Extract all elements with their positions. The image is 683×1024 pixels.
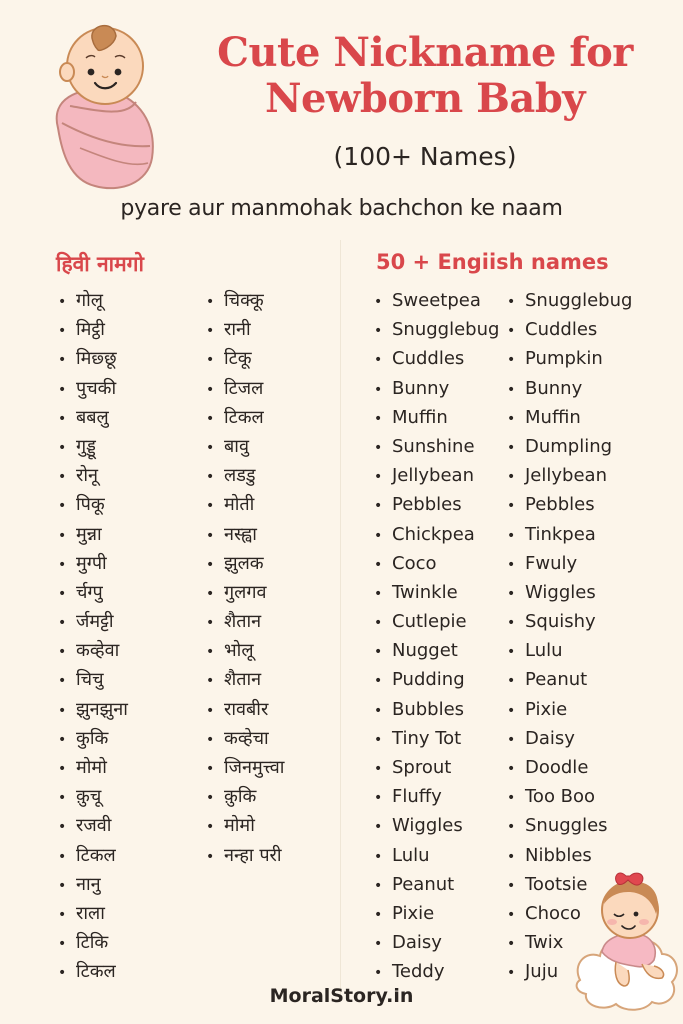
- column-divider: [340, 240, 341, 1000]
- bullet-icon: •: [206, 323, 215, 340]
- name-text: भोलू: [224, 640, 254, 662]
- bullet-icon: •: [507, 615, 516, 632]
- name-text: झुनझुना: [76, 698, 128, 720]
- name-list-item: [374, 549, 499, 578]
- bullet-icon: •: [58, 556, 67, 573]
- page-title: [190, 30, 660, 122]
- name-text: टिकल: [76, 961, 116, 983]
- name-list-item: [374, 344, 499, 373]
- bullet-icon: •: [507, 381, 516, 398]
- name-list-item: [58, 490, 128, 519]
- bullet-icon: •: [507, 790, 516, 807]
- name-list-item: [206, 607, 284, 636]
- bullet-icon: •: [374, 527, 383, 544]
- name-text: टिकू: [224, 348, 252, 370]
- bullet-icon: •: [58, 615, 67, 632]
- bullet-icon: •: [58, 498, 67, 515]
- bullet-icon: •: [507, 965, 516, 982]
- bullet-icon: •: [507, 469, 516, 486]
- name-text: राला: [76, 902, 105, 924]
- name-list-item: [374, 374, 499, 403]
- tagline: pyare aur manmohak bachchon ke naam: [120, 196, 563, 221]
- name-text: Wiggles: [525, 581, 596, 603]
- name-text: Snugglebug: [392, 319, 500, 341]
- bullet-icon: •: [206, 498, 215, 515]
- footer-site-name: MoralStory.in: [269, 985, 414, 1007]
- name-text: गोलू: [76, 290, 103, 311]
- name-text: Fluffy: [392, 786, 442, 808]
- name-text: Choco: [525, 902, 581, 924]
- bullet-icon: •: [58, 527, 67, 544]
- name-list-item: [206, 811, 284, 840]
- name-list-item: [206, 374, 284, 403]
- name-list-item: [507, 403, 632, 432]
- bullet-icon: •: [507, 702, 516, 719]
- name-text: शैतान: [224, 669, 262, 691]
- name-text: पुचकी: [76, 377, 117, 399]
- name-text: क़ुचू: [76, 786, 102, 808]
- name-text: Sprout: [392, 757, 452, 778]
- bullet-icon: •: [206, 556, 215, 573]
- name-text: Pebbles: [525, 494, 595, 516]
- name-list-item: [507, 811, 632, 840]
- bullet-icon: •: [507, 731, 516, 748]
- bullet-icon: •: [507, 906, 516, 923]
- name-list-item: [507, 286, 632, 315]
- bullet-icon: •: [206, 702, 215, 719]
- name-text: Wiggles: [392, 815, 463, 837]
- name-text: Lulu: [392, 844, 430, 866]
- name-list-item: [58, 870, 128, 899]
- name-text: Tootsie: [525, 873, 588, 895]
- name-list-item: [507, 695, 632, 724]
- name-list-item: [374, 782, 499, 811]
- name-text: Nugget: [392, 640, 458, 662]
- bullet-icon: •: [374, 352, 383, 369]
- name-text: झुलक: [224, 552, 264, 574]
- name-text: Tinkpea: [525, 523, 596, 545]
- name-text: नन्हा परी: [224, 844, 282, 866]
- name-list-item: [58, 286, 128, 315]
- bullet-icon: •: [206, 381, 215, 398]
- name-list-item: [58, 636, 128, 665]
- name-list-item: [374, 724, 499, 753]
- name-list-item: [507, 578, 632, 607]
- name-text: रोनू: [76, 465, 99, 487]
- bullet-icon: •: [58, 761, 67, 777]
- name-list-item: [58, 899, 128, 928]
- bullet-icon: •: [507, 439, 516, 456]
- name-list-item: [58, 928, 128, 957]
- name-text: चिक्कू: [224, 290, 264, 311]
- name-list-item: [58, 695, 128, 724]
- name-text: गुड्डू: [76, 435, 96, 457]
- name-list-item: [374, 695, 499, 724]
- bullet-icon: •: [58, 819, 67, 836]
- name-list-item: [58, 549, 128, 578]
- name-text: Sweetpea: [392, 290, 481, 311]
- name-list-item: [374, 578, 499, 607]
- name-text: Too Boo: [525, 786, 596, 808]
- name-text: र्जमट्टी: [76, 611, 114, 633]
- name-list-item: [507, 724, 632, 753]
- name-list-item: [206, 578, 284, 607]
- name-list-item: [507, 607, 632, 636]
- bullet-icon: •: [507, 294, 516, 310]
- name-text: Twix: [525, 932, 564, 954]
- name-text: रजवी: [76, 815, 112, 837]
- name-text: नस्ह्वा: [224, 523, 257, 545]
- name-text: मोमो: [76, 757, 107, 778]
- name-text: Snuggles: [525, 815, 608, 837]
- name-list-item: [374, 286, 499, 315]
- bullet-icon: •: [58, 294, 67, 310]
- name-text: Chickpea: [392, 523, 475, 545]
- bullet-icon: •: [374, 323, 383, 340]
- name-list-item: [58, 841, 128, 870]
- bullet-icon: •: [507, 323, 516, 340]
- bullet-icon: •: [206, 410, 215, 427]
- name-text: टिजल: [224, 377, 264, 399]
- bullet-icon: •: [374, 731, 383, 748]
- bullet-icon: •: [206, 294, 215, 310]
- name-text: टिकल: [224, 406, 264, 428]
- bullet-icon: •: [374, 585, 383, 602]
- swaddled-baby-icon: [40, 18, 170, 193]
- name-text: टिकि: [76, 932, 109, 954]
- bullet-icon: •: [206, 644, 215, 661]
- name-list-item: [206, 841, 284, 870]
- name-text: शैतान: [224, 611, 262, 633]
- bullet-icon: •: [374, 702, 383, 719]
- name-list-item: [507, 315, 632, 344]
- name-list-item: [206, 344, 284, 373]
- bullet-icon: •: [507, 848, 516, 865]
- bullet-icon: •: [58, 790, 67, 807]
- name-text: Coco: [392, 552, 437, 574]
- name-list-item: [374, 841, 499, 870]
- bullet-icon: •: [58, 352, 67, 369]
- name-text: Bunny: [525, 377, 583, 399]
- name-text: Daisy: [525, 727, 575, 749]
- name-list-item: [206, 695, 284, 724]
- name-text: Cutlepie: [392, 611, 467, 633]
- name-list-item: [58, 811, 128, 840]
- name-list-item: [374, 811, 499, 840]
- name-list-item: [206, 432, 284, 461]
- name-text: Muffin: [392, 406, 448, 428]
- name-list-item: [374, 520, 499, 549]
- name-text: Muffin: [525, 406, 581, 428]
- bullet-icon: •: [507, 352, 516, 369]
- name-text: Sunshine: [392, 435, 475, 457]
- name-text: मिछ्छू: [76, 348, 117, 370]
- name-list-item: [374, 403, 499, 432]
- name-text: Cuddles: [525, 319, 598, 341]
- bullet-icon: •: [206, 527, 215, 544]
- bullet-icon: •: [507, 410, 516, 427]
- name-text: चिचु: [76, 669, 104, 691]
- name-text: जिनमुत्त्वा: [224, 757, 285, 778]
- hindi-names-column-2: [206, 286, 284, 870]
- name-list-item: [58, 782, 128, 811]
- name-list-item: [507, 520, 632, 549]
- name-list-item: [507, 636, 632, 665]
- name-list-item: [374, 490, 499, 519]
- name-text: Daisy: [392, 932, 442, 954]
- name-text: मुन्ना: [76, 523, 102, 545]
- name-list-item: [206, 520, 284, 549]
- name-text: Jellybean: [525, 465, 607, 487]
- bullet-icon: •: [374, 294, 383, 310]
- name-list-item: [507, 753, 632, 782]
- name-list-item: [507, 490, 632, 519]
- bullet-icon: •: [58, 936, 67, 953]
- name-text: कव्हेवा: [76, 640, 120, 662]
- bullet-icon: •: [58, 644, 67, 661]
- name-text: Twinkle: [392, 581, 458, 603]
- name-text: Cuddles: [392, 348, 465, 370]
- bullet-icon: •: [58, 848, 67, 865]
- name-list-item: [507, 374, 632, 403]
- bullet-icon: •: [374, 381, 383, 398]
- bullet-icon: •: [507, 877, 516, 894]
- name-text: Pixie: [392, 902, 435, 924]
- bullet-icon: •: [206, 761, 215, 777]
- name-list-item: [374, 753, 499, 782]
- name-text: Squishy: [525, 611, 596, 633]
- name-list-item: [507, 665, 632, 694]
- name-list-item: [206, 549, 284, 578]
- bullet-icon: •: [374, 469, 383, 486]
- name-list-item: [206, 315, 284, 344]
- bullet-icon: •: [507, 527, 516, 544]
- name-text: र्चग्पु: [76, 581, 103, 603]
- name-list-item: [374, 928, 499, 957]
- name-list-item: [58, 578, 128, 607]
- name-text: Nibbles: [525, 844, 592, 866]
- name-text: Snugglebug: [525, 290, 633, 311]
- name-text: Bubbles: [392, 698, 465, 720]
- name-list-item: [58, 461, 128, 490]
- name-text: Juju: [525, 961, 559, 983]
- name-text: गुलगव: [224, 581, 267, 603]
- name-list-item: [374, 607, 499, 636]
- bullet-icon: •: [58, 585, 67, 602]
- name-text: बबलु: [76, 406, 109, 428]
- bullet-icon: •: [507, 556, 516, 573]
- name-list-item: [507, 461, 632, 490]
- name-list-item: [374, 665, 499, 694]
- name-text: टिकल: [76, 844, 116, 866]
- bullet-icon: •: [374, 644, 383, 661]
- bullet-icon: •: [374, 936, 383, 953]
- name-text: रानी: [224, 319, 251, 341]
- bullet-icon: •: [206, 439, 215, 456]
- bullet-icon: •: [58, 439, 67, 456]
- name-list-item: [206, 636, 284, 665]
- bullet-icon: •: [58, 323, 67, 340]
- bullet-icon: •: [58, 702, 67, 719]
- name-text: Jellybean: [392, 465, 474, 487]
- name-text: Lulu: [525, 640, 563, 662]
- bullet-icon: •: [374, 410, 383, 427]
- name-list-item: [206, 286, 284, 315]
- name-text: क़ुकि: [224, 786, 257, 808]
- name-text: मिट्ठी: [76, 319, 105, 341]
- bullet-icon: •: [58, 381, 67, 398]
- name-list-item: [58, 724, 128, 753]
- bullet-icon: •: [206, 731, 215, 748]
- bullet-icon: •: [58, 965, 67, 982]
- bullet-icon: •: [507, 673, 516, 690]
- name-list-item: [507, 344, 632, 373]
- bullet-icon: •: [507, 819, 516, 836]
- bullet-icon: •: [374, 848, 383, 865]
- bullet-icon: •: [58, 877, 67, 894]
- name-list-item: [58, 753, 128, 782]
- bullet-icon: •: [374, 439, 383, 456]
- name-text: Peanut: [392, 873, 455, 895]
- bullet-icon: •: [206, 848, 215, 865]
- name-list-item: [58, 432, 128, 461]
- name-list-item: [507, 549, 632, 578]
- bullet-icon: •: [58, 673, 67, 690]
- name-list-item: [374, 957, 499, 986]
- name-list-item: [507, 432, 632, 461]
- name-text: Pudding: [392, 669, 465, 691]
- name-text: Doodle: [525, 757, 589, 778]
- name-text: Pixie: [525, 698, 568, 720]
- name-list-item: [58, 344, 128, 373]
- name-list-item: [206, 782, 284, 811]
- english-section-heading: 50 + Engiish names: [376, 250, 609, 274]
- name-text: मोमो: [224, 815, 255, 837]
- name-text: बावु: [224, 435, 249, 457]
- name-list-item: [58, 607, 128, 636]
- bullet-icon: •: [507, 585, 516, 602]
- title-line-2: Newborn Baby: [264, 75, 586, 122]
- bullet-icon: •: [206, 790, 215, 807]
- bullet-icon: •: [58, 906, 67, 923]
- name-list-item: [374, 636, 499, 665]
- name-text: कुकि: [76, 727, 109, 749]
- name-text: नानु: [76, 873, 101, 895]
- name-list-item: [206, 461, 284, 490]
- english-names-column-1: [374, 286, 499, 987]
- bullet-icon: •: [206, 585, 215, 602]
- bullet-icon: •: [206, 673, 215, 690]
- name-list-item: [507, 782, 632, 811]
- name-text: पिकू: [76, 494, 105, 516]
- bullet-icon: •: [374, 498, 383, 515]
- hindi-section-heading: हिवी नामगो: [56, 252, 144, 276]
- name-list-item: [374, 315, 499, 344]
- name-list-item: [374, 870, 499, 899]
- name-text: लडडु: [224, 465, 256, 487]
- name-text: Teddy: [392, 961, 445, 983]
- name-text: Peanut: [525, 669, 588, 691]
- name-text: Fwuly: [525, 552, 578, 574]
- bullet-icon: •: [206, 819, 215, 836]
- bullet-icon: •: [374, 761, 383, 777]
- name-text: रावबीर: [224, 698, 269, 720]
- name-list-item: [374, 461, 499, 490]
- name-text: Pebbles: [392, 494, 462, 516]
- name-list-item: [206, 403, 284, 432]
- name-text: Pumpkin: [525, 348, 603, 370]
- name-text: Tiny Tot: [392, 727, 462, 749]
- bullet-icon: •: [58, 731, 67, 748]
- bullet-icon: •: [507, 644, 516, 661]
- name-list-item: [206, 753, 284, 782]
- bullet-icon: •: [374, 556, 383, 573]
- bullet-icon: •: [206, 615, 215, 632]
- name-list-item: [58, 520, 128, 549]
- bullet-icon: •: [374, 906, 383, 923]
- name-list-item: [374, 899, 499, 928]
- bullet-icon: •: [374, 965, 383, 982]
- name-text: कव्हेचा: [224, 727, 269, 749]
- name-list-item: [58, 374, 128, 403]
- name-list-item: [206, 724, 284, 753]
- name-text: मुग्पी: [76, 552, 107, 574]
- bullet-icon: •: [206, 352, 215, 369]
- bullet-icon: •: [374, 819, 383, 836]
- subtitle: (100+ Names): [333, 142, 517, 171]
- title-line-1: Cute Nickname for: [217, 29, 633, 76]
- bullet-icon: •: [58, 410, 67, 427]
- name-text: मोती: [224, 494, 255, 516]
- name-list-item: [206, 665, 284, 694]
- bullet-icon: •: [507, 936, 516, 953]
- bullet-icon: •: [206, 469, 215, 486]
- name-list-item: [58, 957, 128, 986]
- bullet-icon: •: [507, 498, 516, 515]
- name-list-item: [58, 665, 128, 694]
- name-text: Bunny: [392, 377, 450, 399]
- name-list-item: [58, 315, 128, 344]
- name-text: Dumpling: [525, 435, 613, 457]
- bullet-icon: •: [58, 469, 67, 486]
- name-list-item: [206, 490, 284, 519]
- bullet-icon: •: [374, 615, 383, 632]
- name-list-item: [58, 403, 128, 432]
- bullet-icon: •: [507, 761, 516, 777]
- bullet-icon: •: [374, 673, 383, 690]
- bullet-icon: •: [374, 790, 383, 807]
- name-list-item: [374, 432, 499, 461]
- hindi-names-column-1: [58, 286, 128, 987]
- bullet-icon: •: [374, 877, 383, 894]
